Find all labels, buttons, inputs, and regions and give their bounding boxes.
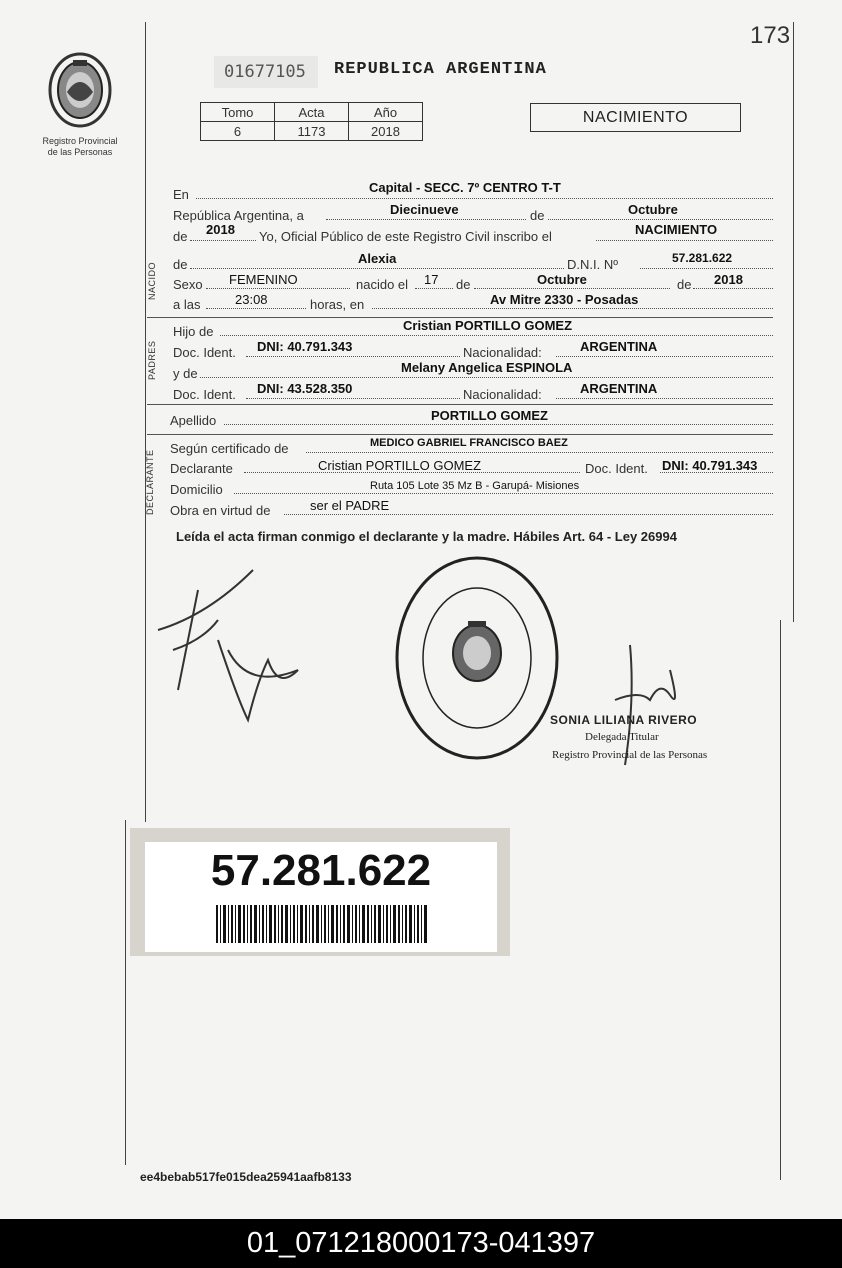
dotted-line [556,356,773,357]
country-title: REPUBLICA ARGENTINA [334,60,547,79]
father-doc: DNI: 40.791.343 [257,339,353,354]
nacido-label: nacido el [356,277,409,292]
dotted-line [556,398,773,399]
record-type: NACIMIENTO [530,103,741,132]
registry-value-anio: 2018 [349,122,423,141]
left-margin-line-lower [125,820,126,1165]
document-hash: ee4bebab517fe015dea25941aafb8133 [140,1170,352,1184]
oficial-text: Yo, Oficial Público de este Registro Civil inscribo el [259,229,552,244]
registry-header-tomo: Tomo [201,103,275,122]
registry-value-tomo: 6 [201,122,275,141]
section-separator [147,434,773,435]
obra-value: ser el PADRE [310,498,390,513]
registry-table [200,102,423,141]
left-margin-line [145,22,146,822]
section-padres: PADRES [147,340,157,380]
dotted-line [306,452,773,453]
declarante-label: Declarante [170,461,233,476]
legal-note: Leída el acta firman conmigo el declarante y la madre. Hábiles Art. 64 - Ley 26994 [176,529,677,544]
en-value: Capital - SECC. 7º CENTRO T-T [369,180,561,195]
provincial-seal-icon [45,52,115,132]
domicilio-label: Domicilio [170,482,223,497]
day-value: Diecinueve [390,202,459,217]
section-nacido: NACIDO [147,261,157,300]
dni-label: D.N.I. Nº [567,257,618,272]
signer-name: SONIA LILIANA RIVERO [550,713,698,727]
dotted-line [200,377,773,378]
section-declarante: DECLARANTE [145,449,155,515]
child-name: Alexia [358,251,397,266]
official-stamp [394,555,560,761]
dotted-line [693,288,773,289]
logo-caption-line1: Registro Provincial [42,136,118,146]
dotted-line [206,288,350,289]
year-label: de [173,229,188,244]
barcode-icon [216,905,428,943]
month-value: Octubre [628,202,678,217]
birth-de2: de [677,277,692,292]
hijo-label: Hijo de [173,324,214,339]
apellido-value: PORTILLO GOMEZ [431,408,548,423]
birth-month: Octubre [537,272,587,287]
cert-label: Según certificado de [170,441,289,456]
declarante-doc-label: Doc. Ident. [585,461,648,476]
mother-doc-label: Doc. Ident. [173,387,236,402]
apellido-label: Apellido [170,413,217,428]
father-nat-label: Nacionalidad: [463,345,542,360]
sexo-label: Sexo [173,277,203,292]
dotted-line [548,219,773,220]
declarante-signature [148,560,318,730]
dni-number: 57.281.622 [210,846,432,895]
section-separator [147,404,773,405]
dotted-line [415,288,453,289]
serial-number: 01677105 [224,62,306,82]
registry-value-acta: 1173 [275,122,349,141]
birth-time: 23:08 [235,292,268,307]
mother-nat-label: Nacionalidad: [463,387,542,402]
year-value: 2018 [206,222,235,237]
mother-name: Melany Angelica ESPINOLA [401,360,573,375]
page-number: 173 [750,22,791,49]
dotted-line [196,198,773,199]
birth-de1: de [456,277,471,292]
right-margin-line [793,22,794,622]
registry-header-acta: Acta [275,103,349,122]
dotted-line [224,424,773,425]
father-doc-label: Doc. Ident. [173,345,236,360]
horas-label: horas, en [310,297,365,312]
right-margin-line-lower [780,620,781,1180]
father-name: Cristian PORTILLO GOMEZ [403,318,573,333]
dotted-line [246,356,460,357]
yde-label: y de [173,366,198,381]
mother-nationality: ARGENTINA [580,381,658,396]
domicilio-value: Ruta 105 Lote 35 Mz B - Garupá- Misiones [370,480,580,492]
de-label: de [530,208,545,223]
dotted-line [326,219,526,220]
name-label: de [173,257,188,272]
dotted-line [234,493,773,494]
dotted-line [284,514,773,515]
father-nationality: ARGENTINA [580,339,658,354]
dotted-line [596,240,773,241]
birth-year: 2018 [714,272,743,287]
signer-org: Registro Provincial de las Personas [552,749,708,761]
registry-logo [30,52,130,158]
dotted-line [190,268,564,269]
mother-doc: DNI: 43.528.350 [257,381,353,396]
dotted-line [246,398,460,399]
dotted-line [206,308,306,309]
declarante-value: Cristian PORTILLO GOMEZ [318,458,482,473]
inscribo-value: NACIMIENTO [635,222,718,237]
registry-header-anio: Año [349,103,423,122]
dotted-line [220,335,773,336]
en-label: En [173,187,189,202]
dotted-line [474,288,670,289]
declarante-doc: DNI: 40.791.343 [662,458,758,473]
coat-of-arms-icon [453,621,501,681]
logo-caption-line2: de las Personas [47,147,113,157]
dotted-line [372,308,773,309]
republica-label: República Argentina, a [173,208,304,223]
birth-day: 17 [424,272,439,287]
birth-place: Av Mitre 2330 - Posadas [490,292,639,307]
alas-label: a las [173,297,201,312]
cert-value: MEDICO GABRIEL FRANCISCO BAEZ [370,437,568,449]
dotted-line [640,268,773,269]
signer-title: Delegada Titular [585,731,659,743]
child-dni: 57.281.622 [672,251,733,265]
dotted-line [190,240,256,241]
document-footer-id: 01_071218000173-041397 [0,1219,842,1268]
obra-label: Obra en virtud de [170,503,271,518]
sexo-value: FEMENINO [229,272,298,287]
